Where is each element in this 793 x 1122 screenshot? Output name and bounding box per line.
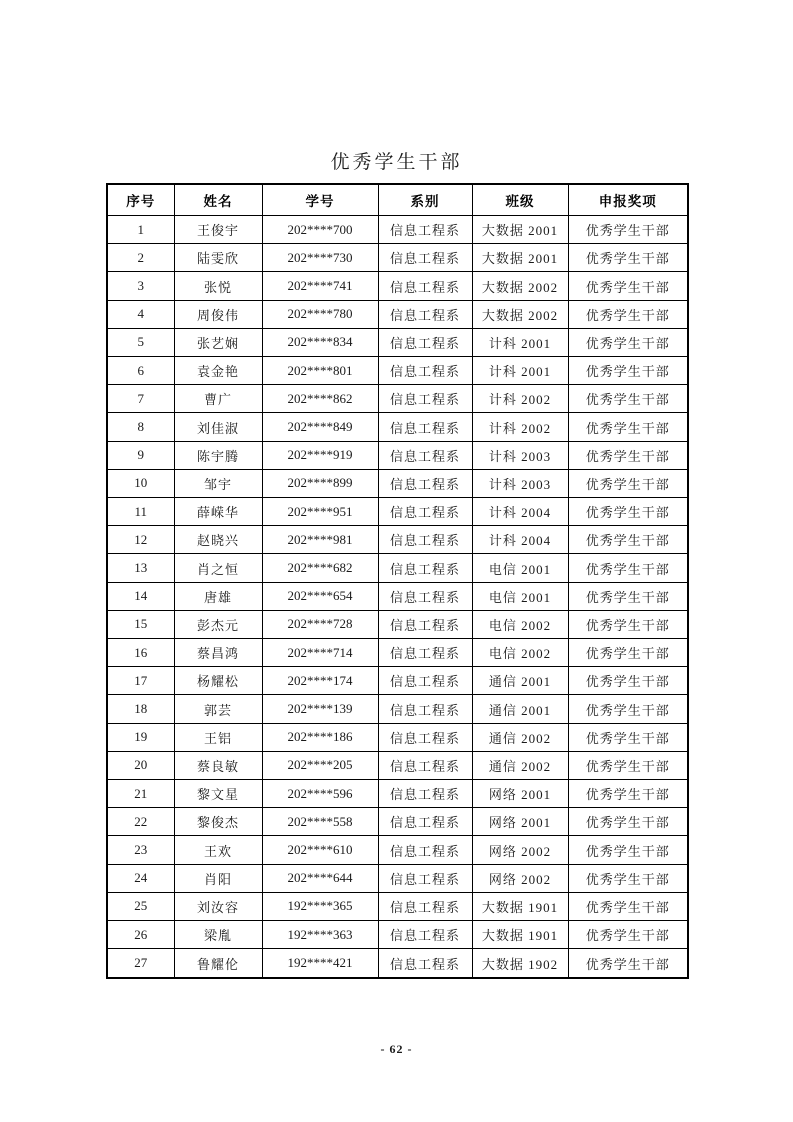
cell-no: 7 xyxy=(107,385,174,413)
cell-student_id: 202****596 xyxy=(262,780,378,808)
cell-name: 郭芸 xyxy=(174,695,262,723)
table-row xyxy=(107,244,688,272)
table-row xyxy=(107,949,688,978)
cell-department: 信息工程系 xyxy=(378,921,472,949)
page-title: 优秀学生干部 xyxy=(330,152,463,173)
table-row xyxy=(107,639,688,667)
cell-award: 优秀学生干部 xyxy=(568,216,688,244)
cell-department: 信息工程系 xyxy=(378,667,472,695)
cell-name: 唐雄 xyxy=(174,582,262,610)
cell-award: 优秀学生干部 xyxy=(568,582,688,610)
cell-class: 计科 2001 xyxy=(472,357,568,385)
cell-student_id: 202****862 xyxy=(262,385,378,413)
cell-no: 18 xyxy=(107,695,174,723)
table-row xyxy=(107,836,688,864)
table-row xyxy=(107,582,688,610)
cell-department: 信息工程系 xyxy=(378,526,472,554)
table-row xyxy=(107,554,688,582)
cell-department: 信息工程系 xyxy=(378,272,472,300)
table-row xyxy=(107,695,688,723)
table-row xyxy=(107,413,688,441)
cell-name: 陆雯欣 xyxy=(174,244,262,272)
cell-class: 大数据 2002 xyxy=(472,272,568,300)
cell-no: 21 xyxy=(107,780,174,808)
cell-class: 计科 2002 xyxy=(472,413,568,441)
cell-no: 11 xyxy=(107,498,174,526)
cell-name: 邹宇 xyxy=(174,469,262,497)
table-header-row xyxy=(107,184,688,216)
cell-class: 计科 2004 xyxy=(472,498,568,526)
cell-student_id: 202****981 xyxy=(262,526,378,554)
cell-student_id: 202****919 xyxy=(262,441,378,469)
cell-department: 信息工程系 xyxy=(378,216,472,244)
cell-name: 袁金艳 xyxy=(174,357,262,385)
cell-name: 梁胤 xyxy=(174,921,262,949)
cell-no: 22 xyxy=(107,808,174,836)
cell-no: 27 xyxy=(107,949,174,978)
cell-department: 信息工程系 xyxy=(378,328,472,356)
table-row xyxy=(107,357,688,385)
cell-department: 信息工程系 xyxy=(378,554,472,582)
cell-award: 优秀学生干部 xyxy=(568,385,688,413)
cell-class: 计科 2002 xyxy=(472,385,568,413)
table-row xyxy=(107,328,688,356)
cell-award: 优秀学生干部 xyxy=(568,751,688,779)
cell-award: 优秀学生干部 xyxy=(568,498,688,526)
cell-award: 优秀学生干部 xyxy=(568,780,688,808)
cell-award: 优秀学生干部 xyxy=(568,357,688,385)
cell-department: 信息工程系 xyxy=(378,357,472,385)
cell-class: 电信 2002 xyxy=(472,639,568,667)
table-row xyxy=(107,441,688,469)
table-row xyxy=(107,300,688,328)
cell-student_id: 192****363 xyxy=(262,921,378,949)
cell-no: 6 xyxy=(107,357,174,385)
cell-no: 12 xyxy=(107,526,174,554)
cell-no: 26 xyxy=(107,921,174,949)
cell-student_id: 202****558 xyxy=(262,808,378,836)
cell-no: 17 xyxy=(107,667,174,695)
cell-award: 优秀学生干部 xyxy=(568,469,688,497)
cell-name: 曹广 xyxy=(174,385,262,413)
cell-student_id: 202****849 xyxy=(262,413,378,441)
cell-student_id: 202****139 xyxy=(262,695,378,723)
cell-class: 大数据 1901 xyxy=(472,921,568,949)
cell-department: 信息工程系 xyxy=(378,723,472,751)
cell-department: 信息工程系 xyxy=(378,582,472,610)
cell-class: 网络 2002 xyxy=(472,836,568,864)
cell-award: 优秀学生干部 xyxy=(568,864,688,892)
cell-name: 黎俊杰 xyxy=(174,808,262,836)
cell-student_id: 202****730 xyxy=(262,244,378,272)
table-body xyxy=(107,216,688,979)
cell-department: 信息工程系 xyxy=(378,836,472,864)
cell-student_id: 202****682 xyxy=(262,554,378,582)
table-row xyxy=(107,892,688,920)
table-row xyxy=(107,216,688,244)
cell-department: 信息工程系 xyxy=(378,639,472,667)
cell-name: 张悦 xyxy=(174,272,262,300)
cell-department: 信息工程系 xyxy=(378,892,472,920)
table-row xyxy=(107,610,688,638)
cell-student_id: 202****654 xyxy=(262,582,378,610)
cell-no: 14 xyxy=(107,582,174,610)
cell-class: 电信 2001 xyxy=(472,554,568,582)
cell-class: 通信 2002 xyxy=(472,723,568,751)
cell-student_id: 202****186 xyxy=(262,723,378,751)
cell-no: 19 xyxy=(107,723,174,751)
cell-department: 信息工程系 xyxy=(378,780,472,808)
cell-department: 信息工程系 xyxy=(378,469,472,497)
cell-award: 优秀学生干部 xyxy=(568,328,688,356)
column-header: 序号 xyxy=(107,184,174,216)
cell-name: 刘汝容 xyxy=(174,892,262,920)
cell-class: 大数据 2002 xyxy=(472,300,568,328)
cell-name: 蔡昌鸿 xyxy=(174,639,262,667)
cell-no: 20 xyxy=(107,751,174,779)
cell-award: 优秀学生干部 xyxy=(568,836,688,864)
cell-award: 优秀学生干部 xyxy=(568,808,688,836)
cell-class: 电信 2001 xyxy=(472,582,568,610)
cell-class: 计科 2003 xyxy=(472,469,568,497)
cell-name: 蔡良敏 xyxy=(174,751,262,779)
cell-name: 赵晓兴 xyxy=(174,526,262,554)
cell-class: 网络 2002 xyxy=(472,864,568,892)
cell-no: 23 xyxy=(107,836,174,864)
cell-class: 计科 2001 xyxy=(472,328,568,356)
cell-award: 优秀学生干部 xyxy=(568,667,688,695)
cell-name: 薛嵘华 xyxy=(174,498,262,526)
cell-name: 黎文星 xyxy=(174,780,262,808)
cell-award: 优秀学生干部 xyxy=(568,695,688,723)
cell-no: 2 xyxy=(107,244,174,272)
cell-award: 优秀学生干部 xyxy=(568,892,688,920)
cell-award: 优秀学生干部 xyxy=(568,639,688,667)
cell-department: 信息工程系 xyxy=(378,695,472,723)
cell-department: 信息工程系 xyxy=(378,441,472,469)
cell-name: 肖阳 xyxy=(174,864,262,892)
cell-name: 鲁耀伦 xyxy=(174,949,262,978)
table-row xyxy=(107,808,688,836)
cell-department: 信息工程系 xyxy=(378,244,472,272)
table-row xyxy=(107,526,688,554)
cell-no: 5 xyxy=(107,328,174,356)
cell-class: 电信 2002 xyxy=(472,610,568,638)
cell-class: 大数据 1901 xyxy=(472,892,568,920)
table-row xyxy=(107,751,688,779)
cell-award: 优秀学生干部 xyxy=(568,526,688,554)
cell-name: 王俊宇 xyxy=(174,216,262,244)
cell-name: 张艺娴 xyxy=(174,328,262,356)
cell-class: 通信 2001 xyxy=(472,667,568,695)
cell-no: 8 xyxy=(107,413,174,441)
cell-student_id: 202****714 xyxy=(262,639,378,667)
cell-department: 信息工程系 xyxy=(378,808,472,836)
cell-no: 16 xyxy=(107,639,174,667)
column-header: 申报奖项 xyxy=(568,184,688,216)
cell-class: 网络 2001 xyxy=(472,808,568,836)
cell-no: 3 xyxy=(107,272,174,300)
cell-award: 优秀学生干部 xyxy=(568,244,688,272)
cell-department: 信息工程系 xyxy=(378,949,472,978)
cell-class: 网络 2001 xyxy=(472,780,568,808)
cell-student_id: 202****610 xyxy=(262,836,378,864)
table-row xyxy=(107,469,688,497)
cell-student_id: 192****365 xyxy=(262,892,378,920)
table-row xyxy=(107,667,688,695)
cell-name: 肖之恒 xyxy=(174,554,262,582)
cell-student_id: 202****700 xyxy=(262,216,378,244)
cell-class: 计科 2004 xyxy=(472,526,568,554)
cell-no: 4 xyxy=(107,300,174,328)
cell-department: 信息工程系 xyxy=(378,498,472,526)
cell-student_id: 192****421 xyxy=(262,949,378,978)
cell-name: 陈宇腾 xyxy=(174,441,262,469)
table-row xyxy=(107,723,688,751)
cell-no: 10 xyxy=(107,469,174,497)
cell-name: 王铝 xyxy=(174,723,262,751)
table-row xyxy=(107,385,688,413)
cell-student_id: 202****834 xyxy=(262,328,378,356)
table-row xyxy=(107,272,688,300)
cell-name: 周俊伟 xyxy=(174,300,262,328)
award-table xyxy=(106,183,689,979)
cell-no: 1 xyxy=(107,216,174,244)
cell-student_id: 202****899 xyxy=(262,469,378,497)
cell-name: 杨耀松 xyxy=(174,667,262,695)
cell-department: 信息工程系 xyxy=(378,300,472,328)
cell-award: 优秀学生干部 xyxy=(568,554,688,582)
cell-no: 25 xyxy=(107,892,174,920)
cell-student_id: 202****741 xyxy=(262,272,378,300)
cell-student_id: 202****951 xyxy=(262,498,378,526)
cell-award: 优秀学生干部 xyxy=(568,610,688,638)
cell-award: 优秀学生干部 xyxy=(568,413,688,441)
cell-award: 优秀学生干部 xyxy=(568,272,688,300)
cell-award: 优秀学生干部 xyxy=(568,300,688,328)
cell-class: 通信 2002 xyxy=(472,751,568,779)
column-header: 姓名 xyxy=(174,184,262,216)
cell-award: 优秀学生干部 xyxy=(568,723,688,751)
cell-no: 24 xyxy=(107,864,174,892)
table-row xyxy=(107,921,688,949)
cell-student_id: 202****728 xyxy=(262,610,378,638)
table-row xyxy=(107,498,688,526)
cell-class: 计科 2003 xyxy=(472,441,568,469)
cell-name: 彭杰元 xyxy=(174,610,262,638)
cell-department: 信息工程系 xyxy=(378,751,472,779)
cell-class: 通信 2001 xyxy=(472,695,568,723)
cell-department: 信息工程系 xyxy=(378,864,472,892)
page-number: - 62 - xyxy=(380,1042,413,1056)
cell-no: 13 xyxy=(107,554,174,582)
cell-award: 优秀学生干部 xyxy=(568,441,688,469)
cell-student_id: 202****644 xyxy=(262,864,378,892)
cell-name: 刘佳淑 xyxy=(174,413,262,441)
cell-no: 15 xyxy=(107,610,174,638)
column-header: 学号 xyxy=(262,184,378,216)
cell-department: 信息工程系 xyxy=(378,385,472,413)
cell-class: 大数据 2001 xyxy=(472,216,568,244)
column-header: 系别 xyxy=(378,184,472,216)
cell-award: 优秀学生干部 xyxy=(568,921,688,949)
cell-student_id: 202****174 xyxy=(262,667,378,695)
cell-name: 王欢 xyxy=(174,836,262,864)
cell-award: 优秀学生干部 xyxy=(568,949,688,978)
cell-department: 信息工程系 xyxy=(378,413,472,441)
cell-no: 9 xyxy=(107,441,174,469)
cell-student_id: 202****205 xyxy=(262,751,378,779)
table-row xyxy=(107,780,688,808)
cell-class: 大数据 1902 xyxy=(472,949,568,978)
cell-department: 信息工程系 xyxy=(378,610,472,638)
cell-student_id: 202****780 xyxy=(262,300,378,328)
column-header: 班级 xyxy=(472,184,568,216)
cell-class: 大数据 2001 xyxy=(472,244,568,272)
cell-student_id: 202****801 xyxy=(262,357,378,385)
table-row xyxy=(107,864,688,892)
